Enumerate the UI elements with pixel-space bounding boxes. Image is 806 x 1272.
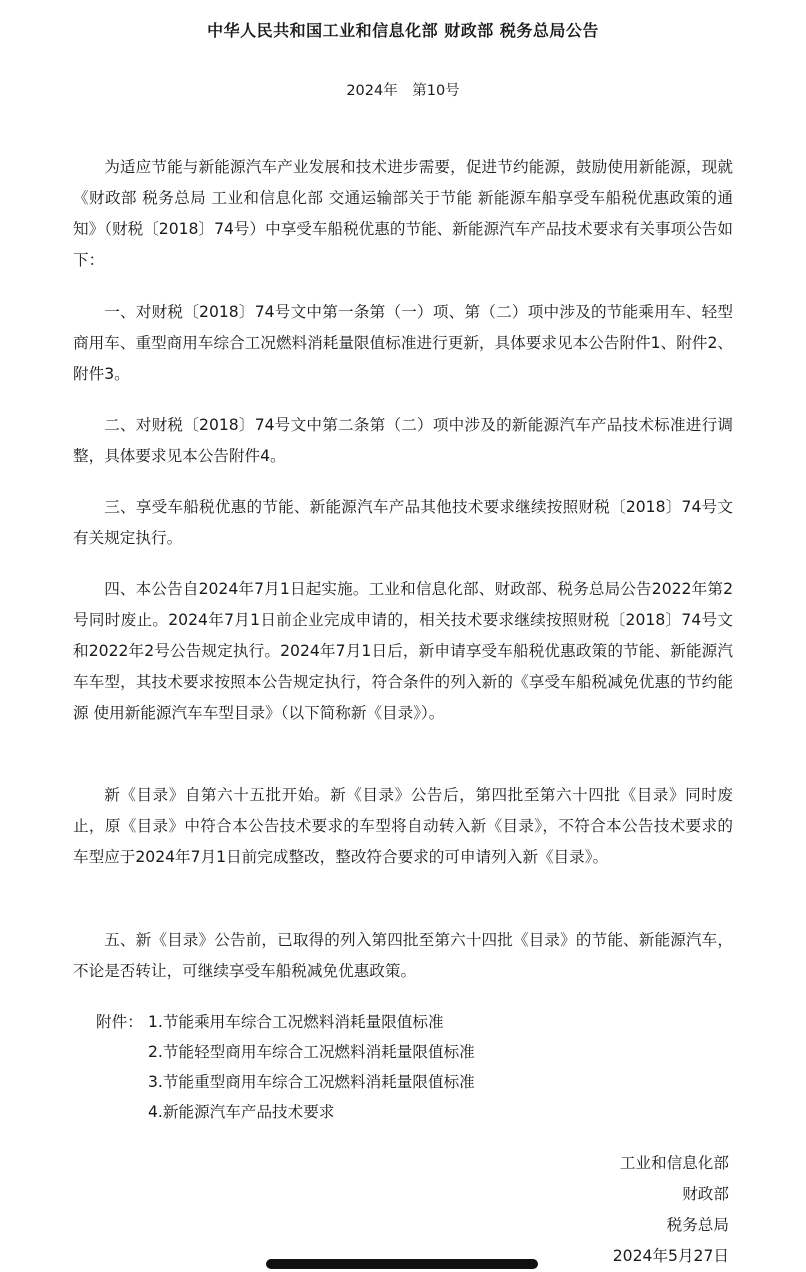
article-1-paragraph: 一、对财税〔2018〕74号文中第一条第（一）项、第（二）项中涉及的节能乘用车、轻型商用车、重型商用车综合工况燃料消耗量限值标准进行更新，具体要求见本公告附件1、附件2、附件3。 (73, 303, 733, 383)
attachment-item: 4.新能源汽车产品技术要求 (148, 1103, 335, 1121)
attachments-list (148, 1007, 475, 1127)
attachment-item: 3.节能重型商用车综合工况燃料消耗量限值标准 (148, 1073, 475, 1091)
attachment-item: 2.节能轻型商用车综合工况燃料消耗量限值标准 (148, 1043, 475, 1061)
attachments-label: 附件： (96, 1013, 143, 1031)
signer-sta: 税务总局 (666, 1216, 729, 1234)
attachment-item: 1.节能乘用车综合工况燃料消耗量限值标准 (148, 1013, 444, 1031)
article-4-paragraph: 四、本公告自2024年7月1日起实施。工业和信息化部、财政部、税务总局公告2022年第2号同时废止。2024年7月1日前企业完成申请的，相关技术要求继续按照财税〔2018〕74号文和2022年2号公告规定执行。2024年7月1日后，新申请享受车船税优惠政策的节能、新能源汽车车型，其技术要求按照本公告规定执行，符合条件的列入新的《享受车船税减免优惠的节约能源 使用新能源汽车车型目录》（以下简称新《目录》）。 (73, 580, 733, 722)
signer-mof: 财政部 (682, 1185, 729, 1203)
issue-date: 2024年5月27日 (612, 1247, 729, 1265)
home-indicator[interactable] (266, 1259, 538, 1269)
article-2-paragraph: 二、对财税〔2018〕74号文中第二条第（二）项中涉及的新能源汽车产品技术标准进行调整，具体要求见本公告附件4。 (73, 416, 733, 465)
intro-paragraph: 为适应节能与新能源汽车产业发展和技术进步需要，促进节约能源，鼓励使用新能源，现就《财政部 税务总局 工业和信息化部 交通运输部关于节能 新能源车船享受车船税优惠政策的通知》（财税〔2018〕74号）中享受车船税优惠的节能、新能源汽车产品技术要求有关事项公告如下： (73, 158, 733, 269)
signer-miit: 工业和信息化部 (619, 1154, 729, 1172)
catalog-paragraph: 新《目录》自第六十五批开始。新《目录》公告后，第四批至第六十四批《目录》同时废止，原《目录》中符合本公告技术要求的车型将自动转入新《目录》，不符合本公告技术要求的车型应于2024年7月1日前完成整改，整改符合要求的可申请列入新《目录》。 (73, 786, 733, 866)
article-5-paragraph: 五、新《目录》公告前，已取得的列入第四批至第六十四批《目录》的节能、新能源汽车，不论是否转让，可继续享受车船税减免优惠政策。 (73, 931, 733, 980)
document-number: 2024年 第10号 (346, 83, 460, 99)
document-title: 中华人民共和国工业和信息化部 财政部 税务总局公告 (207, 21, 599, 40)
signature-block (613, 1148, 729, 1272)
article-3-paragraph: 三、享受车船税优惠的节能、新能源汽车产品其他技术要求继续按照财税〔2018〕74号文有关规定执行。 (73, 498, 733, 547)
